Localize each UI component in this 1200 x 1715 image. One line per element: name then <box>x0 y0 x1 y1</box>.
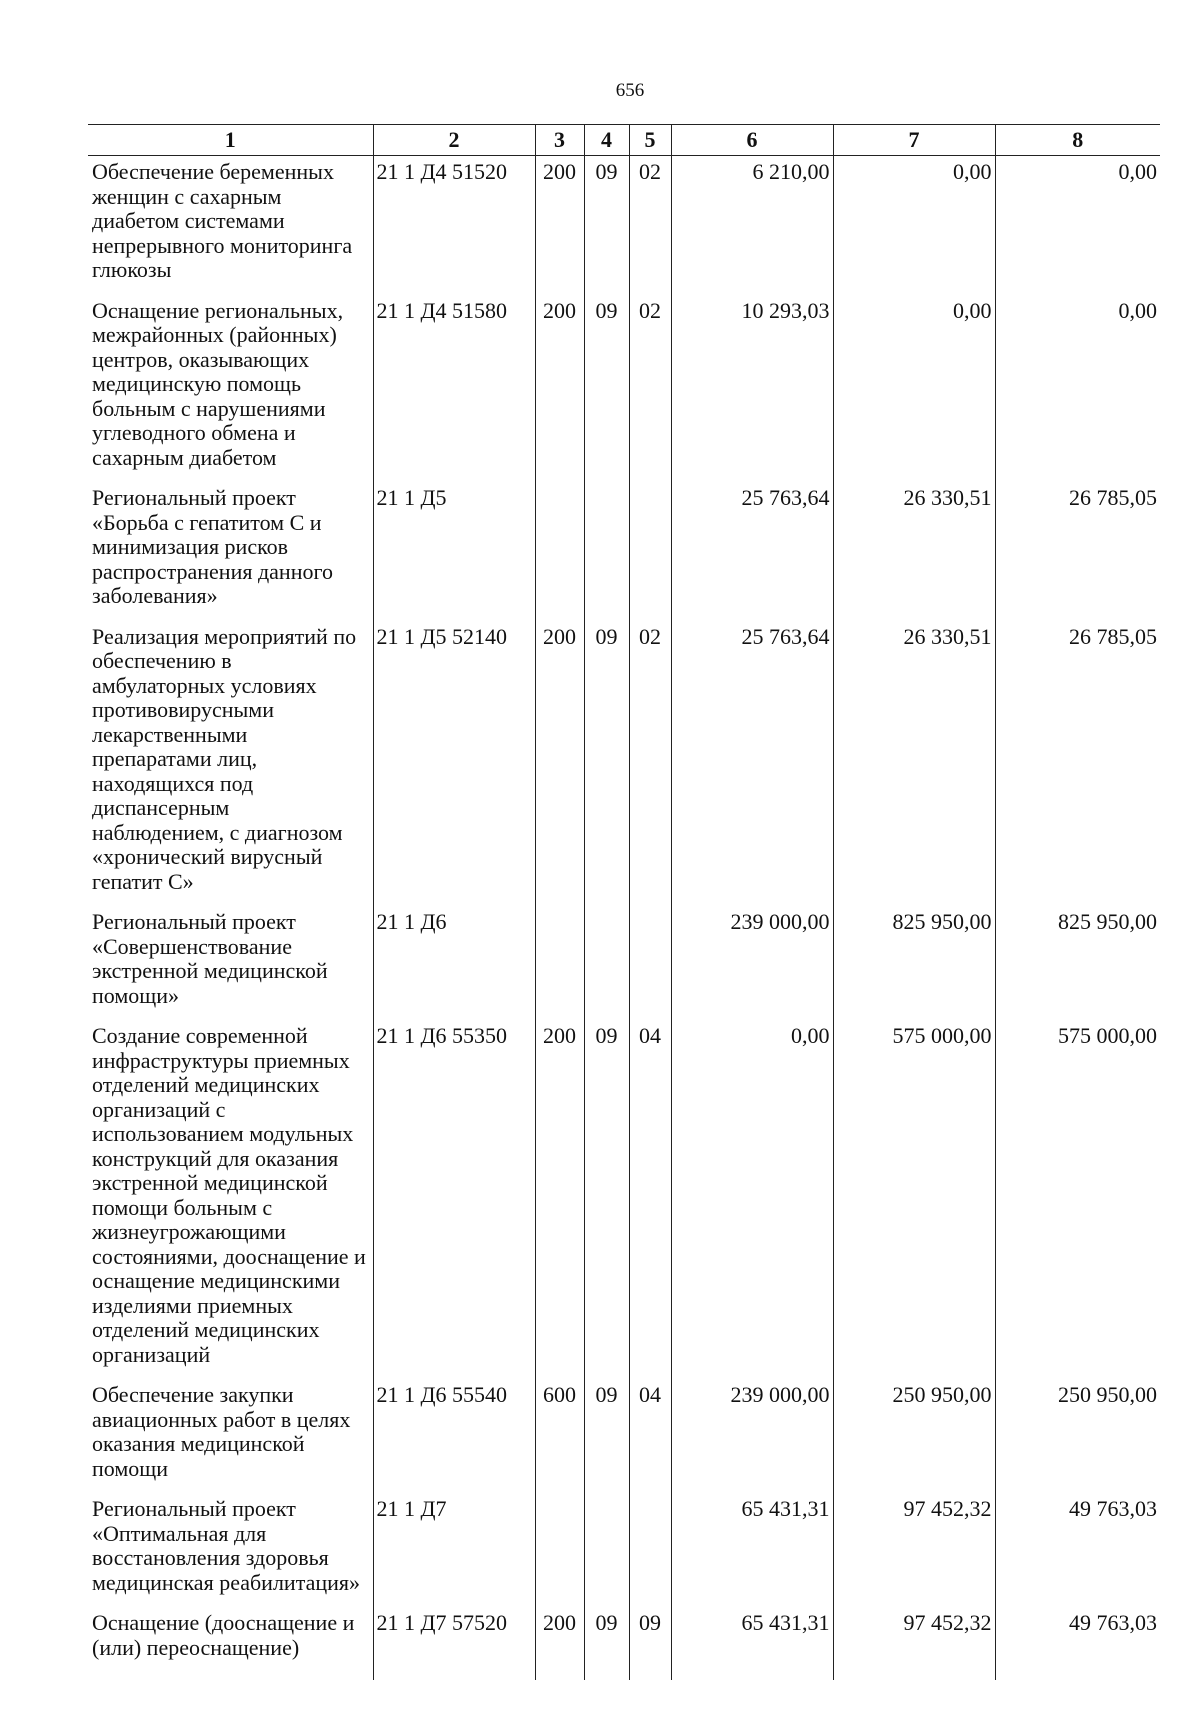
row-section: 09 <box>584 156 629 295</box>
row-value-col8: 0,00 <box>995 156 1160 295</box>
row-section: 09 <box>584 1607 629 1680</box>
row-subsection <box>629 906 671 1020</box>
row-vr-code <box>535 906 584 1020</box>
row-subsection: 04 <box>629 1379 671 1493</box>
row-csr-code: 21 1 Д4 51520 <box>373 156 535 295</box>
row-value-col7: 97 452,32 <box>833 1493 995 1607</box>
row-value-col8: 26 785,05 <box>995 482 1160 621</box>
row-csr-code: 21 1 Д7 <box>373 1493 535 1607</box>
row-value-col7: 97 452,32 <box>833 1607 995 1680</box>
row-name: Реализация мероприятий по обеспечению в амбулаторных условиях противовирусными лекарственными препаратами лиц, находящихся под диспансерным наблюдением, с диагнозом «хронический вирусный гепатит С» <box>92 623 357 894</box>
row-value-col8: 26 785,05 <box>995 621 1160 907</box>
row-value-col6: 0,00 <box>671 1020 833 1379</box>
row-vr-code: 200 <box>535 1607 584 1680</box>
row-section: 09 <box>584 621 629 907</box>
row-vr-code: 200 <box>535 1020 584 1379</box>
row-vr-code: 200 <box>535 156 584 295</box>
row-subsection: 04 <box>629 1020 671 1379</box>
row-value-col8: 49 763,03 <box>995 1493 1160 1607</box>
row-csr-code: 21 1 Д6 <box>373 906 535 1020</box>
column-header: 1 <box>88 125 373 156</box>
table-row <box>88 1379 1160 1493</box>
row-value-col6: 25 763,64 <box>671 482 833 621</box>
row-value-col7: 26 330,51 <box>833 482 995 621</box>
row-name: Региональный проект «Совершенствование экстренной медицинской помощи» <box>92 909 328 1008</box>
row-value-col6: 25 763,64 <box>671 621 833 907</box>
row-value-col8: 49 763,03 <box>995 1607 1160 1680</box>
table-row <box>88 295 1160 483</box>
row-value-col6: 65 431,31 <box>671 1493 833 1607</box>
row-vr-code: 600 <box>535 1379 584 1493</box>
table-row <box>88 906 1160 1020</box>
header-row <box>88 125 1160 156</box>
row-vr-code <box>535 1493 584 1607</box>
row-section: 09 <box>584 1379 629 1493</box>
table-row <box>88 1607 1160 1680</box>
budget-table <box>88 124 1160 1680</box>
column-header: 8 <box>995 125 1160 156</box>
column-header: 4 <box>584 125 629 156</box>
row-value-col7: 0,00 <box>833 156 995 295</box>
column-header: 6 <box>671 125 833 156</box>
row-csr-code: 21 1 Д5 <box>373 482 535 621</box>
column-header: 5 <box>629 125 671 156</box>
row-value-col6: 10 293,03 <box>671 295 833 483</box>
row-subsection: 09 <box>629 1607 671 1680</box>
row-subsection: 02 <box>629 621 671 907</box>
row-name: Создание современной инфраструктуры приемных отделений медицинских организаций с использованием модульных конструкций для оказания экстренной медицинской помощи больным с жизнеугрожающими состояниями, дооснащение и оснащение медицинскими изделиями приемных отделений медицинских организаций <box>92 1023 366 1367</box>
row-section <box>584 906 629 1020</box>
row-subsection <box>629 1493 671 1607</box>
table-row <box>88 1020 1160 1379</box>
row-value-col6: 239 000,00 <box>671 1379 833 1493</box>
row-vr-code <box>535 482 584 621</box>
row-name: Обеспечение беременных женщин с сахарным диабетом системами непрерывного мониторинга глюкозы <box>92 159 353 282</box>
row-section: 09 <box>584 295 629 483</box>
row-section <box>584 482 629 621</box>
row-name: Обеспечение закупки авиационных работ в целях оказания медицинской помощи <box>92 1382 351 1481</box>
row-csr-code: 21 1 Д6 55350 <box>373 1020 535 1379</box>
row-value-col8: 575 000,00 <box>995 1020 1160 1379</box>
row-name: Оснащение региональных, межрайонных (районных) центров, оказывающих медицинскую помощь больным с нарушениями углеводного обмена и сахарным диабетом <box>92 297 344 470</box>
row-subsection: 02 <box>629 295 671 483</box>
column-header: 3 <box>535 125 584 156</box>
row-value-col8: 250 950,00 <box>995 1379 1160 1493</box>
table-row <box>88 482 1160 621</box>
row-value-col7: 575 000,00 <box>833 1020 995 1379</box>
row-value-col8: 0,00 <box>995 295 1160 483</box>
row-csr-code: 21 1 Д5 52140 <box>373 621 535 907</box>
row-name: Оснащение (дооснащение и (или) переоснащение) <box>92 1610 355 1660</box>
row-value-col7: 250 950,00 <box>833 1379 995 1493</box>
page-number: 656 <box>615 80 645 101</box>
row-section: 09 <box>584 1020 629 1379</box>
row-csr-code: 21 1 Д7 57520 <box>373 1607 535 1680</box>
row-value-col8: 825 950,00 <box>995 906 1160 1020</box>
column-header: 2 <box>373 125 535 156</box>
table-row <box>88 1493 1160 1607</box>
table-row <box>88 621 1160 907</box>
row-subsection: 02 <box>629 156 671 295</box>
row-vr-code: 200 <box>535 295 584 483</box>
row-csr-code: 21 1 Д6 55540 <box>373 1379 535 1493</box>
row-value-col6: 65 431,31 <box>671 1607 833 1680</box>
row-value-col7: 0,00 <box>833 295 995 483</box>
row-value-col6: 239 000,00 <box>671 906 833 1020</box>
row-csr-code: 21 1 Д4 51580 <box>373 295 535 483</box>
column-header: 7 <box>833 125 995 156</box>
row-name: Региональный проект «Оптимальная для восстановления здоровья медицинская реабилитация» <box>92 1496 361 1595</box>
row-section <box>584 1493 629 1607</box>
row-subsection <box>629 482 671 621</box>
row-value-col6: 6 210,00 <box>671 156 833 295</box>
table-row <box>88 156 1160 295</box>
row-name: Региональный проект «Борьба с гепатитом С и минимизация рисков распространения данного заболевания» <box>92 485 333 608</box>
row-value-col7: 825 950,00 <box>833 906 995 1020</box>
row-vr-code: 200 <box>535 621 584 907</box>
row-value-col7: 26 330,51 <box>833 621 995 907</box>
